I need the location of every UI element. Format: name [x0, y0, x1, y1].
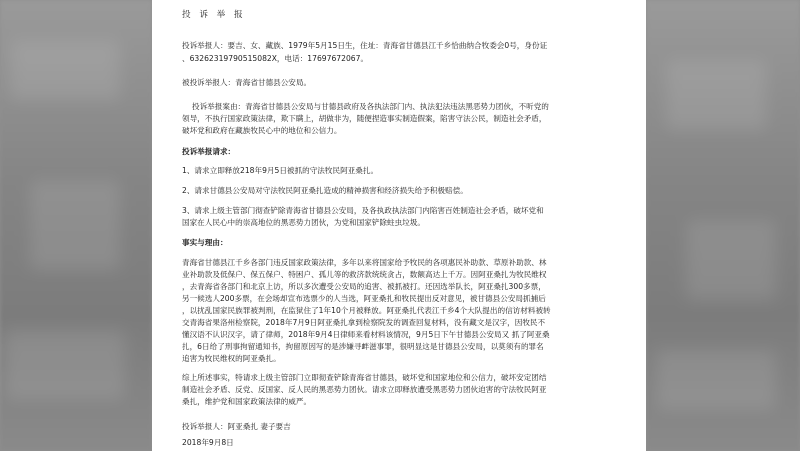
request-item: 1、请求立即释放218年9月5日被抓的守法牧民阿亚桑扎。 [182, 166, 379, 175]
facts-paragraph: 懂汉语不认识汉字，请了律师，2018年9月4日律师来看材料该情况，9月5日下午甘德县公安局又 抓了阿亚桑 [182, 330, 550, 339]
requests-heading: 投诉举报请求： [182, 147, 236, 156]
facts-paragraph: 青海省甘德县江千乡各部门违反国家政策法律，多年以来将国家给予牧民的各项惠民补助款、草原补助款、林 [182, 258, 547, 267]
complainant-line: 投诉举报人：要吉、女、藏族、1979年5月15日生，住址：青海省甘德县江千乡恰曲纳合牧委会0号，身份证 [182, 41, 548, 50]
background-blur-shape [666, 60, 766, 130]
facts-paragraph: 交青海省果洛州检察院，2018年7月9日阿亚桑扎拿到检察院发的调查回复材料，没有藏文是汉字，因牧民不 [182, 318, 546, 327]
document-title: 投 诉 举 报 [182, 10, 246, 20]
facts-heading: 事实与理由： [182, 238, 228, 247]
facts-paragraph: 业补助款及低保户、保五保户、特困户、孤儿等的救济款统统贪占，数额高达上千万。因阿亚桑扎为牧民维权 [182, 270, 547, 279]
respondent-line: 被投诉举报人：青海省甘德县公安局。 [182, 78, 312, 87]
facts-paragraph: 另一候选人200多票，在会场却宣布选票少的人当选，阿亚桑扎和牧民提出反对意见，被甘德县公安局抓捕后 [182, 294, 546, 303]
facts-paragraph: 追害为牧民维权的阿亚桑扎。 [182, 354, 281, 363]
cause-paragraph: 投诉举报案由：青海省甘德县公安局与甘德县政府及各执法部门内、执法犯法违法黑恶势力团伙，不听党的 [192, 102, 549, 111]
facts-paragraph: ，去青海省各部门和北京上访，所以多次遭受公安局的追害、被抓被打。还因选举队长，阿亚桑扎300多票， [182, 282, 546, 291]
blurred-background-right [646, 0, 800, 451]
background-blur-shape [10, 40, 120, 100]
background-blur-shape [5, 330, 125, 400]
summary-paragraph: 综上所述事实，特请求上级主管部门立即彻查铲除青海省甘德县，破坏党和国家地位和公信力，破坏安定团结 [182, 373, 547, 382]
summary-paragraph: 桑扎，维护党和国家政策法律的威严。 [182, 397, 312, 406]
signature-line: 投诉举报人：阿亚桑扎 妻子要吉 [182, 422, 291, 431]
facts-paragraph: 扎，6日给了刑事拘留通知书，拘留原因写的是涉嫌寻衅滋事罪，很明显这是甘德县公安局，以莫须有的罪名 [182, 342, 544, 351]
request-item: 国家在人民心中的崇高地位的黑恶势力团伙，为党和国家铲除蛀虫垃圾。 [182, 218, 425, 227]
cause-paragraph: 破坏党和政府在藏族牧民心中的地位和公信力。 [182, 126, 342, 135]
background-blur-shape [656, 350, 776, 410]
summary-paragraph: 制造社会矛盾、反党、反国家、反人民的黑恶势力团伙。请求立即释放遭受黑恶势力团伙迫害的守法牧民阿亚 [182, 385, 547, 394]
background-blur-shape [30, 180, 120, 270]
blurred-background-left [0, 0, 152, 451]
facts-paragraph: ，以扰乱国家民族罪被判刑，在监狱住了1年10个月被释放。阿亚桑扎代表江千乡4个大队提出的信访材料被转 [182, 306, 551, 315]
complaint-document [152, 0, 646, 451]
background-blur-shape [686, 220, 776, 300]
cause-paragraph: 领导，不执行国家政策法律，欺下瞒上，胡做非为，随便捏造事实制造假案，陷害守法公民，制造社会矛盾， [182, 114, 547, 123]
document-date: 2018年9月8日 [182, 438, 234, 447]
request-item: 3、请求上级主管部门彻查铲除青海省甘德县公安局，及各执政执法部门内陷害百姓制造社会矛盾，破坏党和 [182, 206, 544, 215]
complainant-line: 、632623197905150​82X，电话：17697672067。 [182, 54, 369, 63]
request-item: 2、请求甘德县公安局对守法牧民阿亚桑扎造成的精神损害和经济损失给予积极赔偿。 [182, 186, 468, 195]
